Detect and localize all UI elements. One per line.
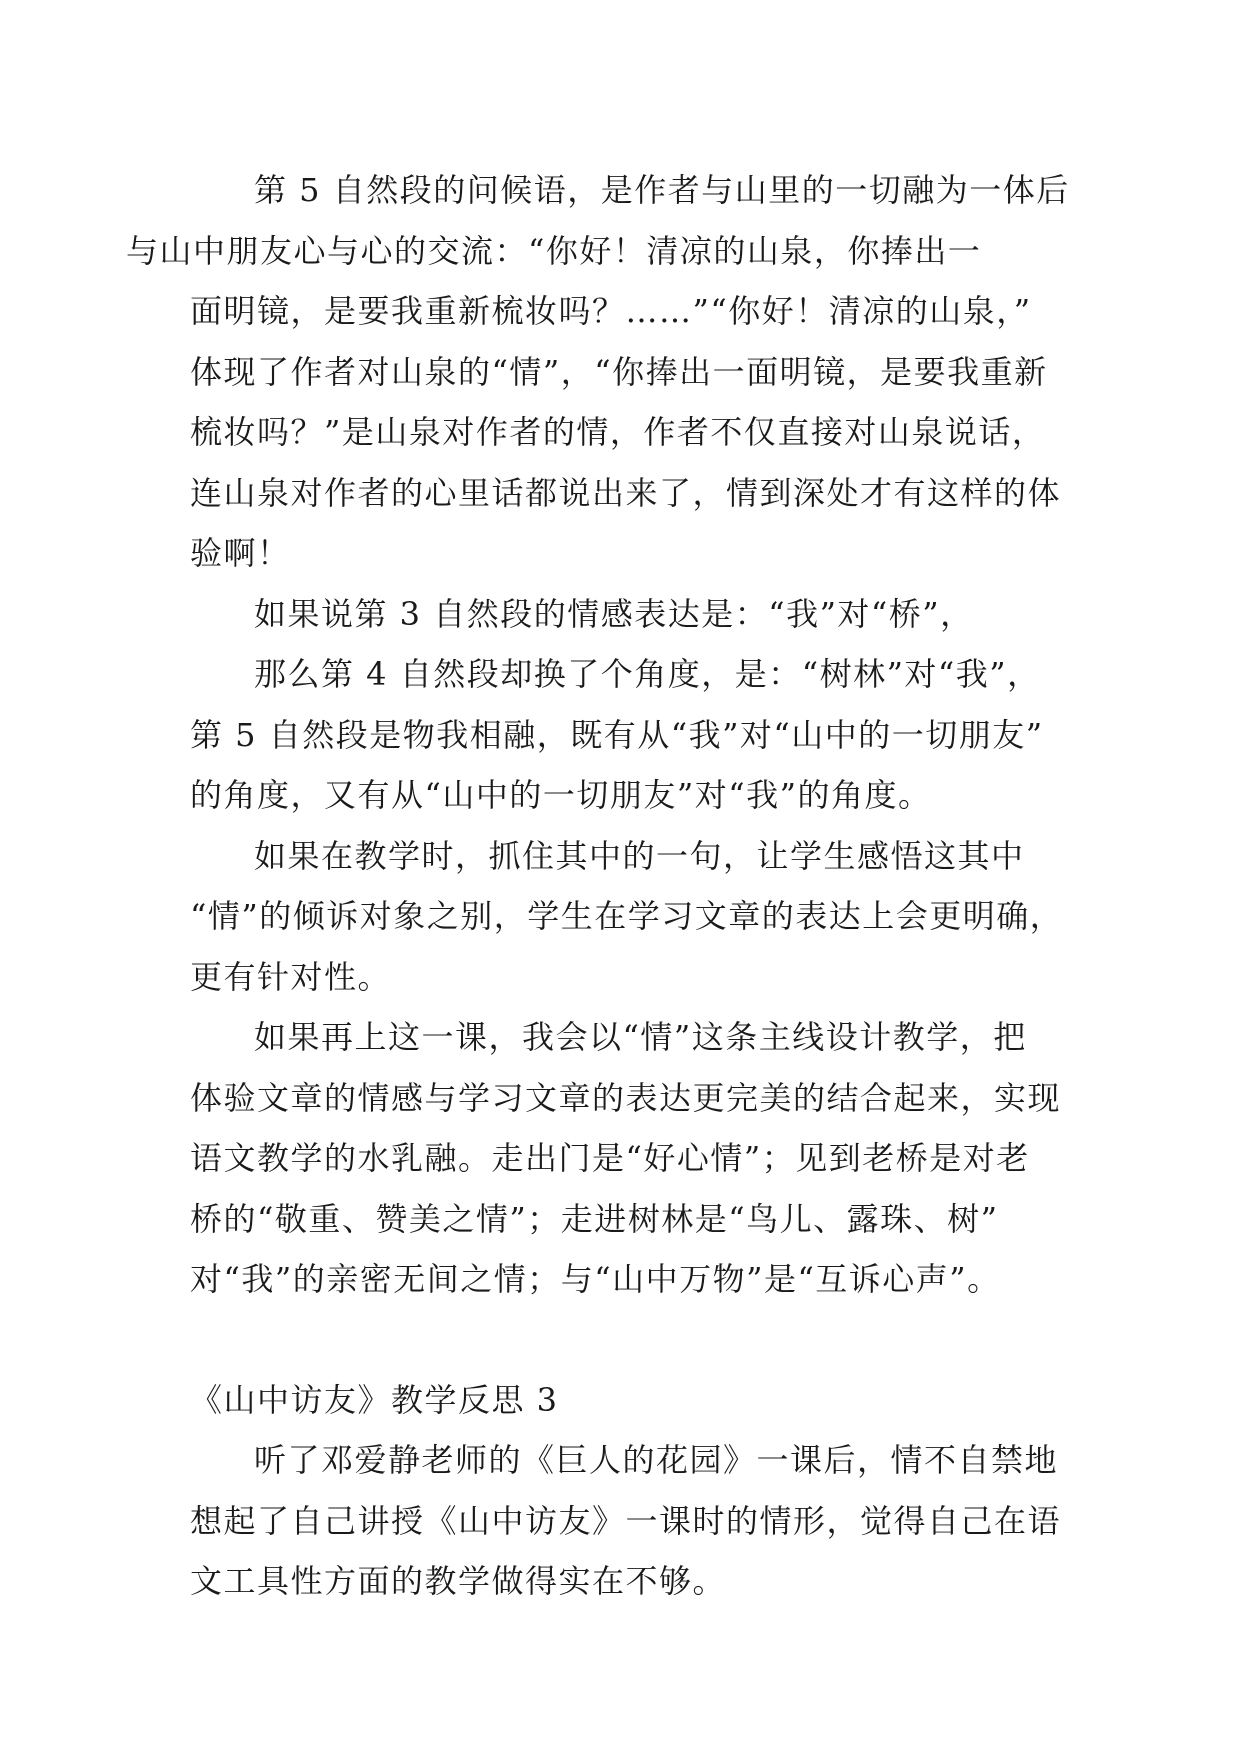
text-line: 想起了自己讲授《山中访友》一课时的情形，觉得自己在语 bbox=[190, 1501, 1062, 1540]
paragraph-5 bbox=[190, 1007, 1060, 1310]
paragraph-2 bbox=[190, 584, 1060, 645]
paragraph-6 bbox=[190, 1430, 1060, 1612]
text-line: 第 5 自然段是物我相融，既有从“我”对“山中的一切朋友” bbox=[190, 715, 1044, 754]
text-line: 体现了作者对山泉的“情”，“你捧出一面明镜，是要我重新 bbox=[190, 352, 1048, 391]
text-line: 的角度，又有从“山中的一切朋友”对“我”的角度。 bbox=[190, 776, 932, 814]
text-line: 语文教学的水乳融。走出门是“好心情”；见到老桥是对老 bbox=[190, 1139, 1030, 1177]
text-line: 如果说第 3 自然段的情感表达是：“我”对“桥”， bbox=[254, 594, 974, 633]
text-line: 验啊！ bbox=[190, 534, 291, 572]
text-line: 如果在教学时，抓住其中的一句，让学生感悟这其中 bbox=[254, 836, 1025, 875]
paragraph-1 bbox=[126, 160, 1070, 584]
section-heading: 《山中访友》教学反思 3 bbox=[190, 1380, 559, 1419]
text-line: 第 5 自然段的问候语，是作者与山里的一切融为一体后 bbox=[254, 171, 1070, 209]
text-line: 连山泉对作者的心里话都说出来了，情到深处才有这样的体 bbox=[190, 473, 1062, 512]
text-line: “情”的倾诉对象之别，学生在学习文章的表达上会更明确， bbox=[190, 897, 1064, 935]
text-line: 梳妆吗？”是山泉对作者的情，作者不仅直接对山泉说话， bbox=[190, 413, 1046, 451]
text-line: 文工具性方面的教学做得实在不够。 bbox=[190, 1562, 727, 1600]
text-line: 听了邓爱静老师的《巨人的花园》一课后，情不自禁地 bbox=[254, 1441, 1059, 1479]
text-line: 与山中朋友心与心的交流：“你好！清凉的山泉，你捧出一 bbox=[126, 231, 982, 270]
paragraph-3 bbox=[190, 644, 1060, 826]
text-line: 对“我”的亲密无间之情；与“山中万物”是“互诉心声”。 bbox=[190, 1260, 1001, 1298]
text-line: 更有针对性。 bbox=[190, 957, 392, 996]
text-line: 如果再上这一课，我会以“情”这条主线设计教学，把 bbox=[254, 1018, 1027, 1056]
paragraph-4 bbox=[190, 826, 1064, 1008]
document-body bbox=[126, 160, 1070, 1612]
text-line: 面明镜，是要我重新梳妆吗？……”“你好！清凉的山泉，” bbox=[190, 292, 1032, 330]
text-line: 那么第 4 自然段却换了个角度，是：“树林”对“我”， bbox=[254, 655, 1041, 693]
text-line: 桥的“敬重、赞美之情”；走进树林是“鸟儿、露珠、树” bbox=[190, 1199, 999, 1238]
text-line: 体验文章的情感与学习文章的表达更完美的结合起来，实现 bbox=[190, 1078, 1062, 1117]
